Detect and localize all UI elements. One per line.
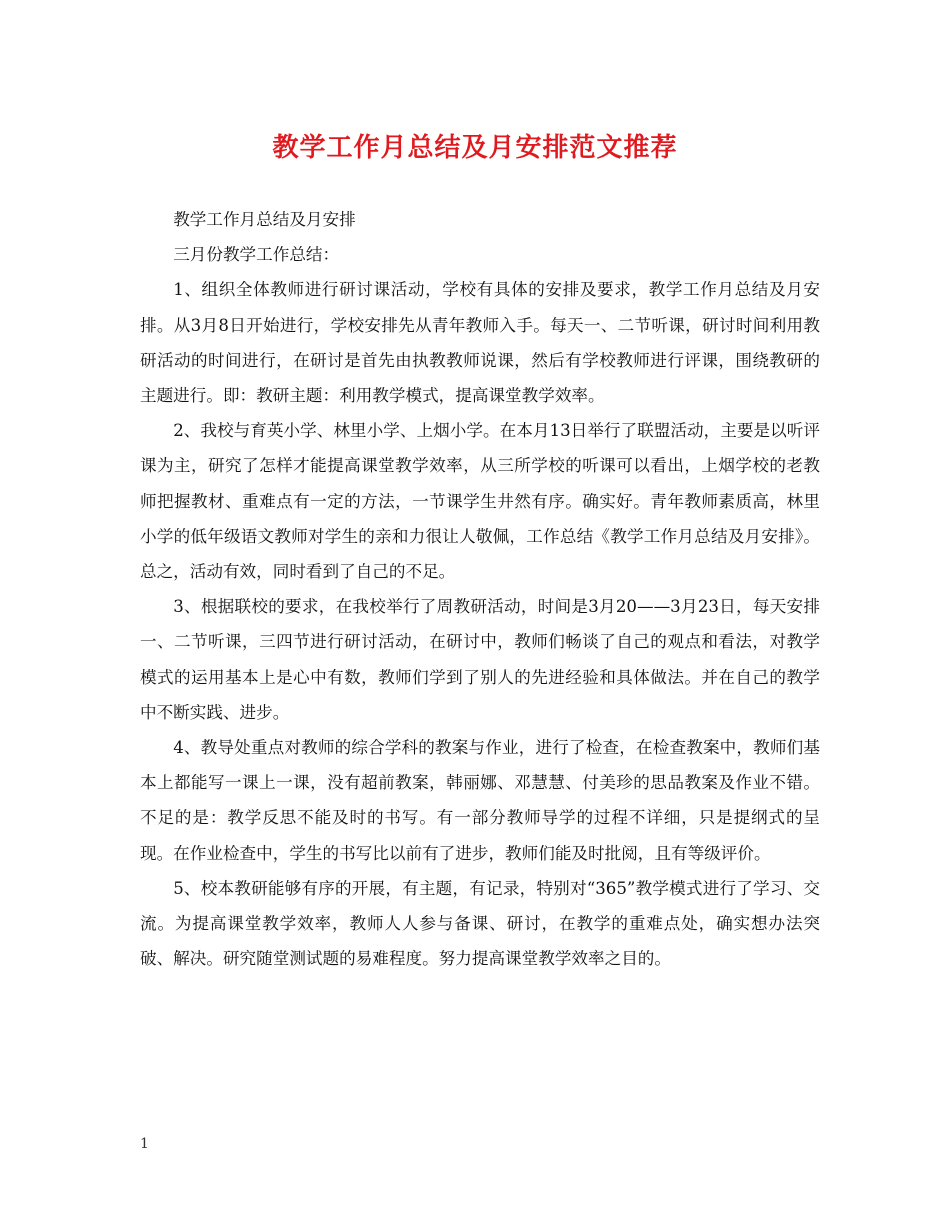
body-paragraph-3: 3、根据联校的要求，在我校举行了周教研活动，时间是3月20——3月23日，每天安排一、二节听课，三四节进行研讨活动，在研讨中，教师们畅谈了自己的观点和看法，对教学模式的运用基本上是心中有数，教师们学到了别人的先进经验和具体做法。并在自己的教学中不断实践、进步。 <box>140 597 820 722</box>
document-title: 教学工作月总结及月安排范文推荐 <box>272 133 678 163</box>
body-paragraph-4: 4、教导处重点对教师的综合学科的教案与作业，进行了检查，在检查教案中，教师们基本上都能写一课上一课，没有超前教案，韩丽娜、邓慧慧、付美珍的思品教案及作业不错。不足的是：教学反思不能及时的书写。有一部分教师导学的过程不详细，只是提纲式的呈现。在作业检查中，学生的书写比以前有了进步，教师们能及时批阅，且有等级评价。 <box>140 738 820 863</box>
body-paragraph-2: 2、我校与育英小学、林里小学、上烟小学。在本月13日举行了联盟活动，主要是以听评课为主，研究了怎样才能提高课堂教学效率，从三所学校的听课可以看出，上烟学校的老教师把握教材、重难点有一定的方法，一节课学生井然有序。确实好。青年教师素质高，林里小学的低年级语文教师对学生的亲和力很让人敬佩，工作总结《教学工作月总结及月安排》。总之，活动有效，同时看到了自己的不足。 <box>140 421 820 582</box>
body-paragraph-1: 1、组织全体教师进行研讨课活动，学校有具体的安排及要求，教学工作月总结及月安排。从3月8日开始进行，学校安排先从青年教师入手。每天一、二节听课，研讨时间利用教研活动的时间进行，在研讨是首先由执教教师说课，然后有学校教师进行评课，围绕教研的主题进行。即：教研主题：利用教学模式，提高课堂教学效率。 <box>140 280 820 406</box>
section-heading-paragraph: 三月份教学工作总结： <box>173 245 340 265</box>
subtitle-paragraph: 教学工作月总结及月安排 <box>173 210 356 229</box>
page-number: 1 <box>140 1136 149 1152</box>
body-paragraph-5: 5、校本教研能够有序的开展，有主题，有记录，特别对“365”教学模式进行了学习、交流。为提高课堂教学效率，教师人人参与备课、研讨，在教学的重难点处，确实想办法突破、解决。研究随堂测试题的易难程度。努力提高课堂教学效率之目的。 <box>140 878 820 969</box>
document-body <box>140 202 820 976</box>
